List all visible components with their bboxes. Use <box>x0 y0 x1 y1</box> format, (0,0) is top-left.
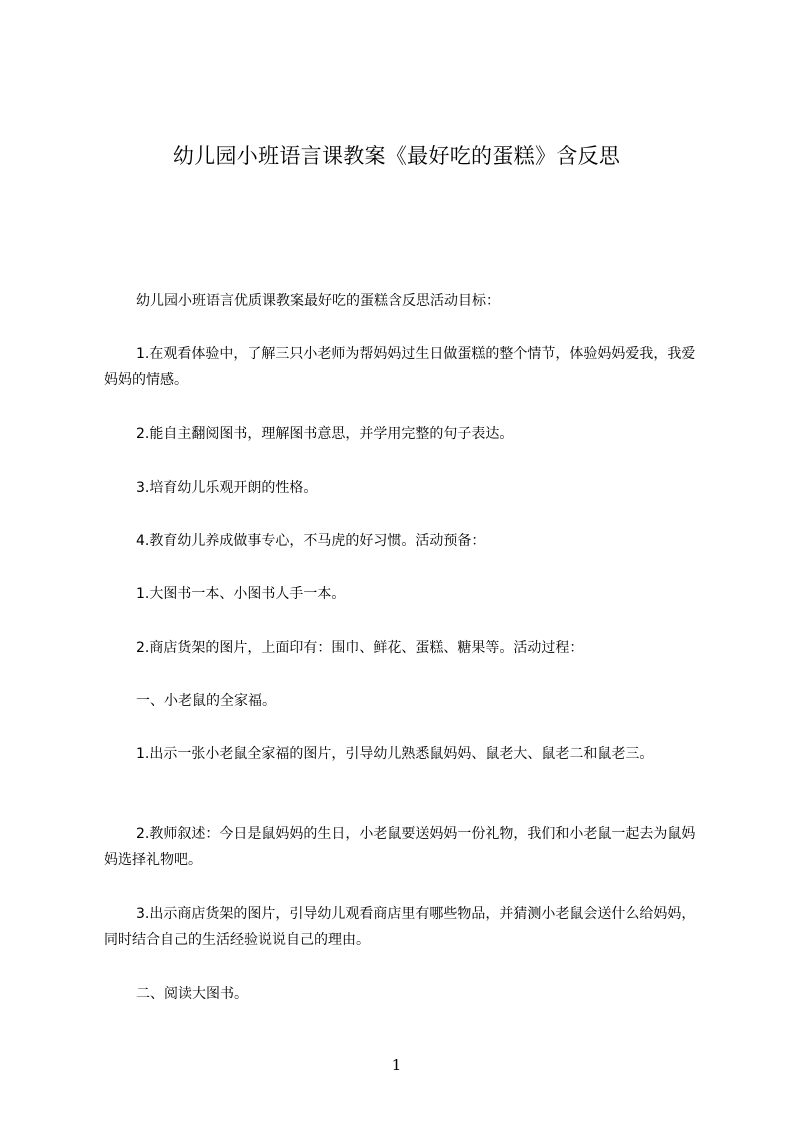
paragraph-objective-1: 1.在观看体验中，了解三只小老师为帮妈妈过生日做蛋糕的整个情节，体验妈妈爱我，我爱妈妈的情感。 <box>104 346 696 388</box>
paragraph-step-1: 1.出示一张小老鼠全家福的图片，引导幼儿熟悉鼠妈妈、鼠老大、鼠老二和鼠老三。 <box>136 746 654 762</box>
paragraph-preparation-2: 2.商店货架的图片，上面印有：围巾、鲜花、蛋糕、糖果等。活动过程： <box>136 640 584 656</box>
paragraph-objectives-heading: 幼儿园小班语言优质课教案最好吃的蛋糕含反思活动目标： <box>136 293 500 309</box>
paragraph-objective-3: 3.培育幼儿乐观开朗的性格。 <box>136 480 318 496</box>
section-heading-family-photo: 一、小老鼠的全家福。 <box>136 693 276 709</box>
paragraph-preparation-1: 1.大图书一本、小图书人手一本。 <box>136 586 346 602</box>
paragraph-objective-2: 2.能自主翻阅图书，理解图书意思，并学用完整的句子表达。 <box>136 426 514 442</box>
paragraph-step-3: 3.出示商店货架的图片，引导幼儿观看商店里有哪些物品，并猜测小老鼠会送什么给妈妈，同时结合自己的生活经验说说自己的理由。 <box>104 906 696 948</box>
page-number: 1 <box>391 1056 402 1074</box>
paragraph-objective-4: 4.教育幼儿养成做事专心，不马虎的好习惯。活动预备： <box>136 533 486 549</box>
section-heading-read-big-book: 二、阅读大图书。 <box>136 986 248 1002</box>
paragraph-step-2: 2.教师叙述：今日是鼠妈妈的生日，小老鼠要送妈妈一份礼物，我们和小老鼠一起去为鼠妈妈选择礼物吧。 <box>104 826 696 868</box>
document-title: 幼儿园小班语言课教案《最好吃的蛋糕》含反思 <box>172 144 621 168</box>
